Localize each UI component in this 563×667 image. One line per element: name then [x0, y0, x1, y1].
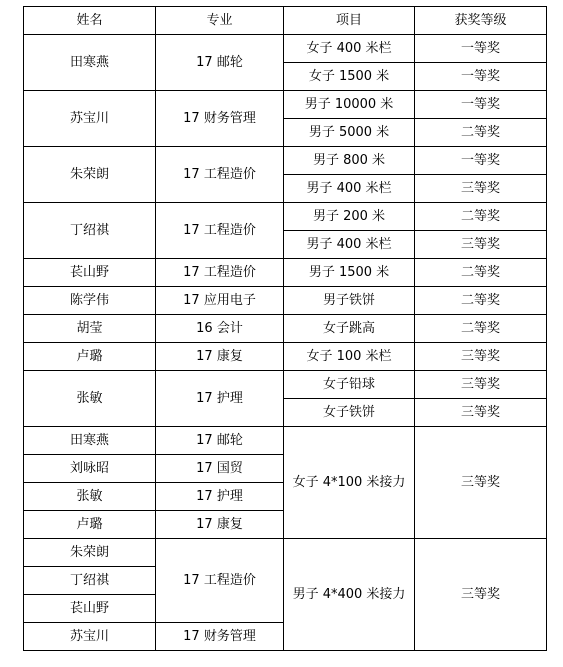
athlete-name: 胡莹: [24, 315, 156, 343]
athlete-major: 17 邮轮: [156, 35, 284, 91]
event-cell: 女子 1500 米: [284, 63, 415, 91]
athlete-name: 朱荣朗: [24, 147, 156, 203]
table-row: [24, 259, 547, 287]
athlete-name: 田寒燕: [24, 35, 156, 91]
athlete-major: 16 会计: [156, 315, 284, 343]
athlete-major: 17 邮轮: [156, 427, 284, 455]
event-cell: 男子 400 米栏: [284, 231, 415, 259]
athlete-name: 苏宝川: [24, 91, 156, 147]
relay-event-cell: 女子 4*100 米接力: [284, 427, 415, 539]
header-name: 姓名: [24, 7, 156, 35]
table-row: [24, 287, 547, 315]
award-cell: 二等奖: [415, 203, 547, 231]
table-row: [24, 371, 547, 399]
award-cell: 一等奖: [415, 147, 547, 175]
award-cell: 三等奖: [415, 399, 547, 427]
athlete-name: 苌山野: [24, 595, 156, 623]
event-cell: 男子 5000 米: [284, 119, 415, 147]
table-row: [24, 203, 547, 231]
event-cell: 男子铁饼: [284, 287, 415, 315]
event-cell: 男子 800 米: [284, 147, 415, 175]
relay-event-cell: 男子 4*400 米接力: [284, 539, 415, 651]
table-row: [24, 35, 547, 63]
header-event: 项目: [284, 7, 415, 35]
table-row: [24, 343, 547, 371]
award-cell: 二等奖: [415, 287, 547, 315]
award-cell: 一等奖: [415, 63, 547, 91]
athlete-major: 17 康复: [156, 343, 284, 371]
event-cell: 男子 10000 米: [284, 91, 415, 119]
athlete-major: 17 应用电子: [156, 287, 284, 315]
award-cell: 二等奖: [415, 119, 547, 147]
athlete-major: 17 财务管理: [156, 91, 284, 147]
award-cell: 二等奖: [415, 315, 547, 343]
award-cell: 一等奖: [415, 35, 547, 63]
athlete-name: 苌山野: [24, 259, 156, 287]
event-cell: 男子 1500 米: [284, 259, 415, 287]
award-cell: 三等奖: [415, 231, 547, 259]
event-cell: 男子 200 米: [284, 203, 415, 231]
table-row: [24, 91, 547, 119]
award-cell: 二等奖: [415, 259, 547, 287]
relay-award-cell: 三等奖: [415, 539, 547, 651]
table-row: [24, 315, 547, 343]
table-row: [24, 539, 547, 567]
awards-table: [23, 6, 547, 651]
athlete-name: 朱荣朗: [24, 539, 156, 567]
event-cell: 女子 400 米栏: [284, 35, 415, 63]
athlete-major: 17 财务管理: [156, 623, 284, 651]
athlete-name: 陈学伟: [24, 287, 156, 315]
header-major: 专业: [156, 7, 284, 35]
award-cell: 一等奖: [415, 91, 547, 119]
event-cell: 女子铅球: [284, 371, 415, 399]
event-cell: 女子铁饼: [284, 399, 415, 427]
athlete-name: 苏宝川: [24, 623, 156, 651]
award-cell: 三等奖: [415, 371, 547, 399]
event-cell: 女子 100 米栏: [284, 343, 415, 371]
athlete-name: 丁绍祺: [24, 567, 156, 595]
athlete-major: 17 护理: [156, 371, 284, 427]
athlete-major: 17 工程造价: [156, 539, 284, 623]
header-award: 获奖等级: [415, 7, 547, 35]
athlete-name: 卢璐: [24, 343, 156, 371]
athlete-major: 17 国贸: [156, 455, 284, 483]
athlete-name: 张敏: [24, 483, 156, 511]
athlete-major: 17 工程造价: [156, 203, 284, 259]
event-cell: 女子跳高: [284, 315, 415, 343]
athlete-major: 17 工程造价: [156, 259, 284, 287]
athlete-name: 丁绍祺: [24, 203, 156, 259]
athlete-major: 17 护理: [156, 483, 284, 511]
event-cell: 男子 400 米栏: [284, 175, 415, 203]
award-cell: 三等奖: [415, 175, 547, 203]
athlete-name: 刘咏昭: [24, 455, 156, 483]
athlete-major: 17 康复: [156, 511, 284, 539]
athlete-major: 17 工程造价: [156, 147, 284, 203]
athlete-name: 田寒燕: [24, 427, 156, 455]
table-row: [24, 147, 547, 175]
athlete-name: 张敏: [24, 371, 156, 427]
relay-award-cell: 三等奖: [415, 427, 547, 539]
table-row: [24, 427, 547, 455]
award-cell: 三等奖: [415, 343, 547, 371]
athlete-name: 卢璐: [24, 511, 156, 539]
header-row: [24, 7, 547, 35]
